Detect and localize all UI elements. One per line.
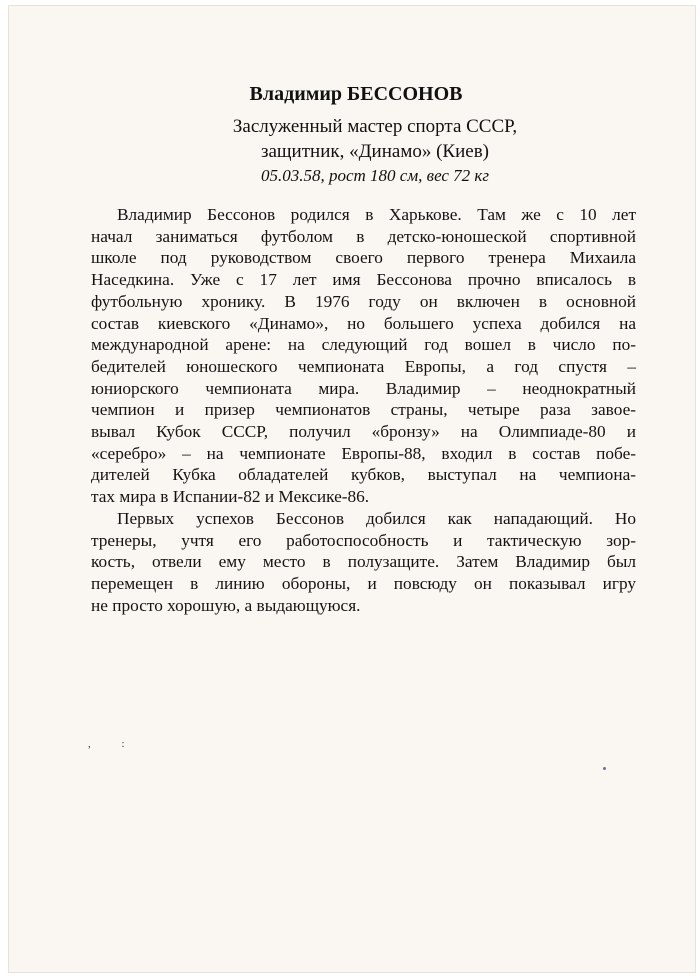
bio-line: школе под руководством своего первого тренера Михаила xyxy=(91,248,636,268)
bio-line: юниорского чемпионата мира. Владимир – неоднократный xyxy=(91,378,636,398)
bio-line: состав киевского «Динамо», но большего успеха добился на xyxy=(91,313,636,333)
bio-line: Первых успехов Бессонов добился как нападающий. Но xyxy=(117,508,636,528)
bio-line: перемещен в линию обороны, и повсюду он показывал игру xyxy=(91,573,636,593)
bio-line: вывал Кубок СССР, получил «бронзу» на Олимпиаде-80 и xyxy=(91,422,636,442)
bio-line: международной арене: на следующий год вошел в число по- xyxy=(91,335,636,355)
bio-line: тах мира в Испании-82 и Мексике-86. xyxy=(91,487,370,507)
bio-line: Владимир Бессонов родился в Харькове. Там же с 10 лет xyxy=(117,205,636,224)
bio-line: начал заниматься футболом в детско-юношеской спортивной xyxy=(91,226,636,246)
player-title: Заслуженный мастер спорта СССР, xyxy=(232,116,518,137)
bio-line: дителей Кубка обладателей кубков, выступал на чемпиона- xyxy=(91,465,636,485)
bio-line: «серебро» – на чемпионате Европы-88, входил в состав побе- xyxy=(91,443,636,463)
bio-line: не просто хорошую, а выдающуюся. xyxy=(91,595,361,615)
bio-line: чемпион и призер чемпионатов страны, четыре раза завое- xyxy=(91,400,636,420)
bio-line: тренеры, учтя его работоспособность и тактическую зор- xyxy=(91,530,636,550)
header xyxy=(0,80,700,188)
bio-line: кость, отвели ему место в полузащите. Затем Владимир был xyxy=(91,552,636,572)
bio-line: футбольную хронику. В 1976 году он включен в основной xyxy=(91,291,636,311)
player-name: Владимир БЕССОНОВ xyxy=(249,83,463,105)
biography-text xyxy=(91,204,636,616)
player-position-club: защитник, «Динамо» (Киев) xyxy=(260,141,489,162)
ink-speck xyxy=(603,767,606,770)
bio-line: бедителей юношеского чемпионата Европы, а год спустя – xyxy=(91,356,636,376)
bio-line: Наседкина. Уже с 17 лет имя Бессонова прочно вписалось в xyxy=(91,270,636,290)
stray-print-marks: , : xyxy=(88,738,139,750)
player-stats: 05.03.58, рост 180 см, вес 72 кг xyxy=(260,166,490,185)
